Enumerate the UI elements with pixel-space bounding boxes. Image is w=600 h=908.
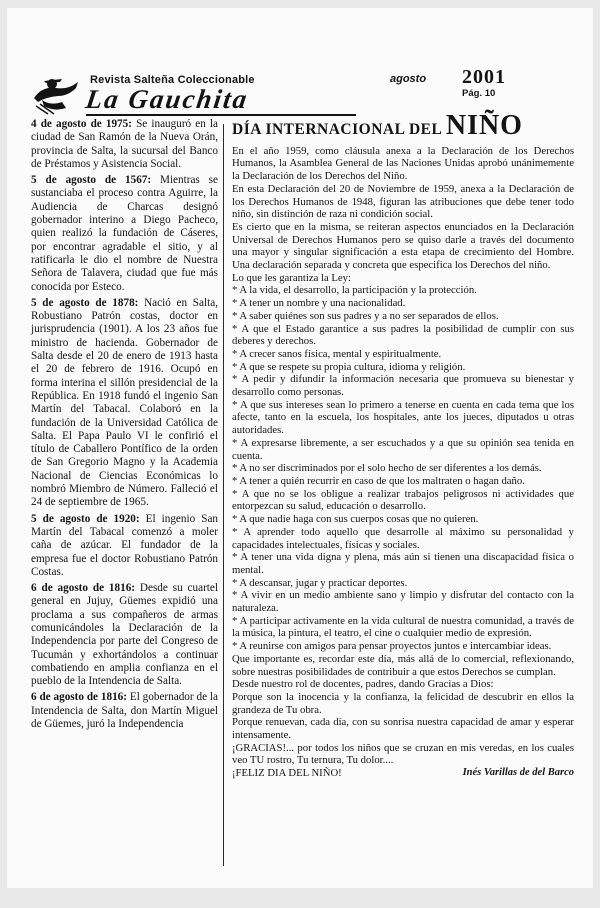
right-item: * A expresarse libremente, a ser escuchados y a que su opinión sea tenida en cuenta.: [232, 436, 574, 462]
right-item: * A tener una vida digna y plena, más aún si tienen una discapacidad física o mental.: [232, 551, 574, 576]
right-item: * A saber quiénes son sus padres y a no ser separados de ellos.: [232, 309, 499, 322]
right-item: * A la vida, el desarrollo, la participación y la protección.: [232, 284, 477, 297]
right-item: * A descansar, jugar y practicar deportes.: [232, 576, 408, 589]
rights-intro: Lo que les garantiza la Ley:: [232, 271, 351, 284]
right-item: * A que se respete su propia cultura, idioma y religión.: [232, 360, 466, 373]
right-item: * A pedir y difundir la información necesaria que promueva su bienestar y desarrollo como personas.: [232, 373, 574, 399]
ephemeris-entry: [31, 582, 218, 688]
right-item: * A reunirse con amigos para pensar proyectos juntos e intercambiar ideas.: [232, 640, 552, 653]
entry-date: 4 de agosto de 1975:: [31, 118, 132, 130]
right-item: * A que sus intereses sean lo primero a tenerse en cuenta en cada tema que los afecte, tanto en la escuela, los hospitales, ante los jueces, diputados u otras autoridades.: [232, 398, 574, 437]
article-author: Inés Varillas de del Barco: [462, 767, 574, 779]
entry-date: 5 de agosto de 1567:: [31, 174, 152, 187]
article-column: [232, 110, 574, 780]
issue-month: agosto: [390, 73, 427, 85]
article-title: [232, 110, 574, 141]
magazine-title: La Gauchita: [83, 84, 251, 114]
page-number: Pág. 10: [462, 88, 496, 99]
right-item: * A no ser discriminados por el solo hecho de ser diferentes a los demás.: [232, 462, 542, 475]
entry-date: 6 de agosto de 1816:: [31, 582, 136, 595]
ephemeris-entry: [31, 174, 218, 294]
intro-paragraph: Es cierto que en la misma, se reiteran aspectos enunciados en la Declaración Universal de Derechos Humanos pero se quiso darle a través del documento una mayor y singular significación a esta etapa de crecimiento del Hombre. Una declaración separada y concreta que especifica los Derechos del niño.: [232, 220, 574, 272]
ephemeris-entry: [31, 513, 218, 579]
right-item: * A participar activamente en la vida cultural de nuestra comunidad, a través de la música, la pintura, el teatro, el cine o cualquier medio de expresión.: [232, 614, 574, 640]
column-divider: [223, 124, 224, 866]
entry-date: 6 de agosto de 1816:: [31, 691, 127, 704]
title-emphasis: NIÑO: [445, 110, 523, 141]
ephemeris-entry: [31, 691, 218, 731]
entry-date: 5 de agosto de 1878:: [31, 296, 139, 309]
intro-paragraph: En esta Declaración del 20 de Noviembre de 1959, anexa a la Declaración de los Derechos Humanos de 1948, figuran las atribuciones que debe tener todo niño, sin distinción de raza ni condición social.: [232, 182, 574, 221]
right-item: * A crecer sanos física, mental y espiritualmente.: [232, 347, 442, 360]
entry-date: 5 de agosto de 1920:: [31, 512, 140, 525]
reflection-paragraph: Porque renuevan, cada día, con su sonrisa nuestra capacidad de amar y esperar intensamente.: [232, 716, 574, 742]
entry-text: Mientras se sustanciaba el proceso contra Aguirre, la Audiencia de Charcas designó gobernador interino a Diego Pacheco, quien realizó la fundación de Cáseres, por encontrar agradable el sitio, y al ratificarla le dio el nombre de Nuestra Señora de Talavera, ciudad que fue más conocida por Esteco.: [31, 174, 218, 293]
entry-text: El gobernador de la Intendencia de Salta, don Martín Miguel de Güemes, juró la Independencia: [31, 691, 218, 731]
entry-text: Desde su cuartel general en Jujuy, Güemes expidió una proclama a sus compañeros de armas comunicándoles la Declaración de la Independencia por parte del Congreso de Tucumán y exhortándolos a continuar combatiendo en amplia confianza en el pueblo de la Intendencia de Salta.: [31, 582, 218, 688]
title-prefix: DÍA INTERNACIONAL DEL: [232, 121, 446, 138]
closing-line: [232, 767, 574, 780]
reflection-paragraph: ¡GRACIAS!... por todos los niños que se cruzan en mis veredas, en los cuales veo TU rostro, Tu ternura, Tu dolor....: [232, 741, 574, 767]
right-item: * A que no se los obligue a realizar trabajos peligrosos ni actividades que entorpezcan su salud, educación o desarrollo.: [232, 487, 574, 513]
intro-paragraph: En el año 1959, como cláusula anexa a la Declaración de los Derechos Humanos, la Asamblea General de las Naciones Unidas aprobó unánimemente la Declaración de los Derechos del Niño.: [232, 144, 574, 183]
entry-text: El ingenio San Martín del Tabacal comenzó a moler caña de azúcar. El fundador de la empresa fue el doctor Robustiano Patrón Costas.: [31, 512, 219, 578]
masthead-rule: [86, 114, 356, 116]
magazine-page: [7, 8, 593, 888]
closing-greeting: ¡FELIZ DIA DEL NIÑO!: [232, 767, 342, 780]
magazine-subtitle: Revista Salteña Coleccionable: [90, 74, 255, 86]
right-item: * A aprender todo aquello que desarrolle al máximo su personalidad y capacidades intelectuales, físicas y sociales.: [232, 525, 574, 551]
ephemeris-entry: [31, 297, 218, 510]
entry-text: Nació en Salta, Robustiano Patrón costas, doctor en jurisprudencia (1901). A los 23 años fue ministro de hacienda. Gobernador de Salta desde el 20 de enero de 1913 hasta el 20 de febrero de 1916. Ocupó en forma interina el sillón presidencial de la República. En 1918 fundó el ingenio San Martín del Tabacal. Colaboró en la fundación de la Universidad Católica de Salta. El Papa Paulo VI le confirió el título de Caballero Pontífico de la orden de San Gregorio Magno y la Academia Nacional de Ciencias Económicas lo nombró Miembro de Número. Falleció el 24 de septiembre de 1965.: [31, 296, 218, 509]
ephemerides-column: [31, 118, 218, 734]
reflection-paragraph: Desde nuestro rol de docentes, padres, dando Gracias a Dios:: [232, 678, 494, 691]
issue-year: 2001: [462, 66, 506, 88]
entry-text: Se inauguró en la ciudad de San Ramón de la Nueva Orán, provincia de Salta, la sucursal del Banco de Préstamos y Asistencia Social.: [31, 118, 218, 170]
right-item: * A que el Estado garantice a sus padres la posibilidad de cumplir con sus deberes y derechos.: [232, 322, 574, 348]
right-item: * A tener un nombre y una nacionalidad.: [232, 297, 406, 310]
ephemeris-entry: [31, 118, 218, 171]
right-item: * A tener a quién recurrir en caso de que los maltraten o hagan daño.: [232, 474, 525, 487]
reflection-paragraph: Porque son la inocencia y la confianza, la felicidad de descubrir en ellos la grandeza de Tu obra.: [232, 690, 574, 716]
gaucho-logo-icon: [32, 72, 80, 116]
reflection-paragraph: Que importante es, recordar este día, más allá de lo comercial, reflexionando, sobre nuestras posibilidades de contribuir a que estos Derechos se cumplan.: [232, 652, 574, 678]
right-item: * A vivir en un medio ambiente sano y limpio y disfrutar del contacto con la naturaleza.: [232, 589, 574, 615]
right-item: * A que nadie haga con sus cuerpos cosas que no quieren.: [232, 513, 479, 526]
